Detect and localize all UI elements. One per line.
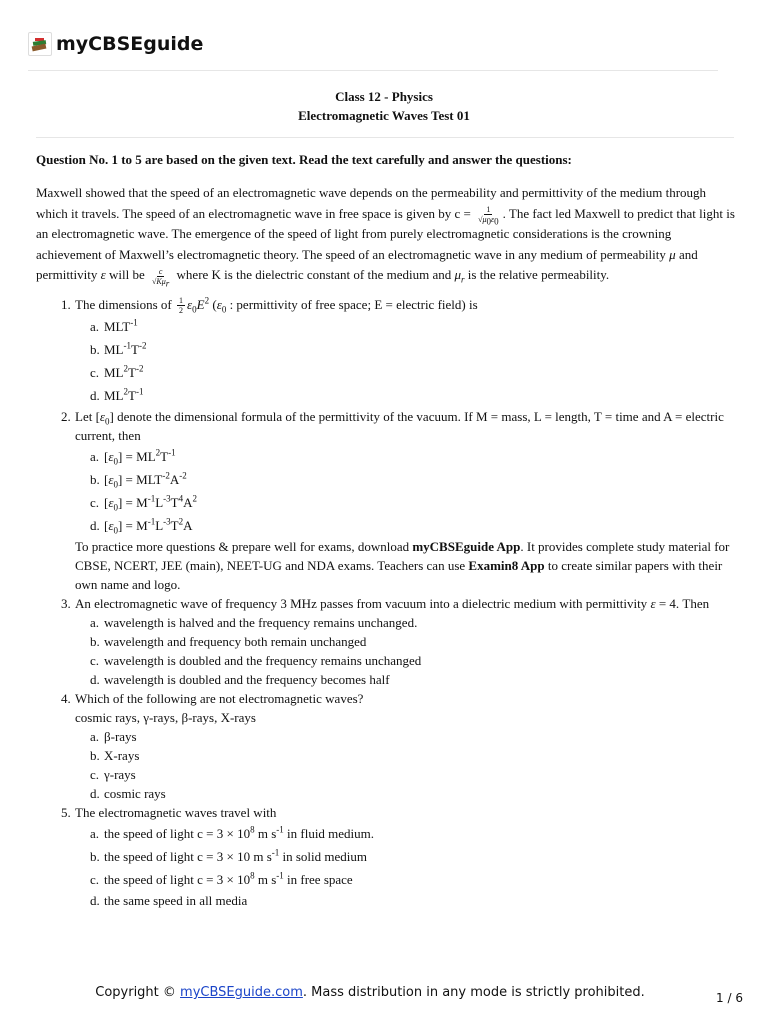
q1-option-a[interactable]: a. $MLT^{-1}$	[90, 317, 138, 335]
q1-option-d[interactable]: d. $ML^2T^{-1}$	[90, 386, 144, 404]
q4-option-b[interactable]: b. X-rays	[90, 748, 140, 764]
question-1: 1. The dimensions of $\frac{1}{2}$ $\varepsilon_0E^2$ ($\varepsilon_0$ : permittivity of free space; E = electric field) is	[61, 295, 478, 316]
header-divider	[28, 70, 718, 71]
formula-free-space-speed: $\frac{1}{√\mu_0\varepsilon_0}$	[478, 205, 499, 227]
q1-option-b[interactable]: b. $ML^{-1}T^{-2}$	[90, 340, 147, 358]
q1-option-c[interactable]: c. $ML^2T^{-2}$	[90, 363, 144, 381]
title-divider	[36, 137, 734, 138]
question-2: 2. Let $[\varepsilon_0]$ denote the dimensional formula of the permittivity of the vacuum. If M = mass, L = length, T = time and A = electric current, then	[61, 409, 724, 444]
brand-name: myCBSEguide	[56, 33, 204, 55]
formula-medium-speed: $\frac{c}{√K\mu_r}$	[152, 266, 170, 289]
question-3: 3. An electromagnetic wave of frequency 3 MHz passes from vacuum into a dielectric medium with permittivity ε = 4. Then	[61, 596, 710, 612]
site-link[interactable]: myCBSEguide.com	[180, 985, 303, 1000]
site-header	[28, 32, 203, 56]
q5-option-a[interactable]: a. the speed of light $c = 3 \times 10^8$ m $s^{-1}$ in fluid medium.	[90, 824, 375, 842]
promo-app-name: myCBSEguide App	[412, 539, 521, 555]
question-4: 4. Which of the following are not electromagnetic waves? cosmic rays, γ-rays, β-rays, X-rays	[61, 691, 364, 726]
q5-option-d[interactable]: d. the same speed in all media	[90, 893, 248, 909]
q3-option-a[interactable]: a. wavelength is halved and the frequency remains unchanged.	[90, 615, 418, 631]
q2-option-b[interactable]: b. $[\varepsilon_0] = MLT^{-2}A^{-2}$	[90, 470, 187, 490]
formula-half: $\frac{1}{2}$	[179, 296, 184, 316]
q2-option-d[interactable]: d. $[\varepsilon_0] = M^{-1}L^{-3}T^2A$	[90, 516, 193, 536]
app-promo: To practice more questions & prepare well for exams, download myCBSEguide App. It provides complete study material for CBSE, NCERT, JEE (main), NEET-UG and NDA exams. Teachers can use Examin8 App to create similar papers with their own name and logo.	[75, 539, 730, 593]
q3-option-d[interactable]: d. wavelength is doubled and the frequency becomes half	[90, 672, 390, 688]
ray-list: cosmic rays, γ-rays, β-rays, X-rays	[75, 710, 256, 726]
q2-option-c[interactable]: c. $[\varepsilon_0] = M^{-1}L^{-3}T^4A^2$	[90, 493, 197, 513]
passage: Maxwell showed that the speed of an electromagnetic wave depends on the permeability and permittivity of the medium through which it travels. The speed of an electromagnetic wave in free space is given by c = $\frac{1}{√\mu_0\varepsilon_0}$ . The fact led Maxwell to predict that light is an electromagnetic wave. The emergence of the speed of light from purely electromagnetic considerations is the crowning achievement of Maxwell’s electromagnetic theory. The speed of an electromagnetic wave in any medium of permeability μ and permittivity ε will be $\frac{c}{√K\mu_r}$ where K is the dielectric constant of the medium and $\mu_r$ is the relative permeability.	[36, 185, 735, 289]
q4-option-d[interactable]: d. cosmic rays	[90, 786, 166, 802]
test-title: Electromagnetic Waves Test 01	[298, 108, 470, 123]
q3-option-b[interactable]: b. wavelength and frequency both remain unchanged	[90, 634, 367, 650]
q2-option-a[interactable]: a. $[\varepsilon_0] = ML^2T^{-1}$	[90, 447, 176, 467]
document-title	[0, 87, 768, 125]
q5-option-b[interactable]: b. the speed of light c = 3 × 10 m $s^{-1}$ in solid medium	[90, 847, 367, 865]
q5-option-c[interactable]: c. the speed of light $c = 3 \times 10^8$ m $s^{-1}$ in free space	[90, 870, 353, 888]
promo-examin8: Examin8 App	[468, 558, 545, 574]
question-5: 5. The electromagnetic waves travel with	[61, 805, 277, 821]
instructions: Question No. 1 to 5 are based on the given text. Read the text carefully and answer the questions:	[36, 152, 572, 167]
page-number: 1 / 6	[716, 991, 743, 1005]
books-logo-icon	[28, 32, 52, 56]
q4-option-a[interactable]: a. β-rays	[90, 729, 137, 745]
class-line: Class 12 - Physics	[335, 89, 433, 104]
question-content	[36, 150, 736, 910]
q4-option-c[interactable]: c. γ-rays	[90, 767, 136, 783]
copyright-footer: Copyright © myCBSEguide.com. Mass distribution in any mode is strictly prohibited.	[95, 985, 645, 1000]
q3-option-c[interactable]: c. wavelength is doubled and the frequency remains unchanged	[90, 653, 422, 669]
